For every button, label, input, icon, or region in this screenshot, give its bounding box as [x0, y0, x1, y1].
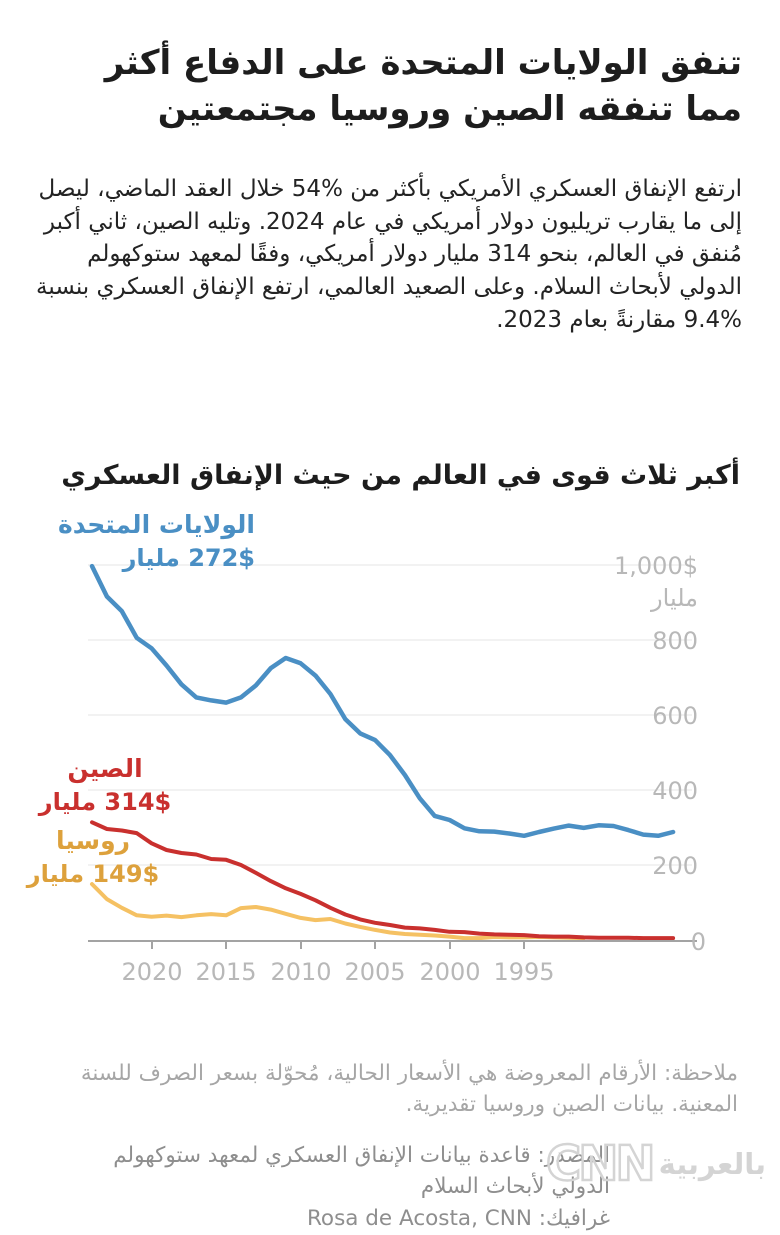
y-tick-200: 200 — [652, 852, 698, 880]
x-tick-2010: 2010 — [270, 958, 332, 986]
series-label-russia-value: 149$ مليار — [26, 859, 160, 888]
y-tick-1000: 1,000$ — [614, 552, 698, 580]
series-label-russia-name: روسيا — [55, 826, 131, 855]
cnn-arabic-logo — [546, 1136, 766, 1192]
series-line-china — [92, 822, 673, 938]
x-tick-2005: 2005 — [344, 958, 406, 986]
series-label-us — [58, 508, 255, 574]
series-label-us-value: 272$ مليار — [122, 543, 255, 572]
cnn-logo-text: CNN — [546, 1136, 653, 1192]
gridlines — [88, 565, 692, 865]
cnn-logo-arabic-text: بالعربية — [658, 1146, 766, 1181]
article-title: تنفق الولايات المتحدة على الدفاع أكثر مما تنفقه الصين وروسيا مجتمعتين — [104, 42, 742, 129]
y-tick-400: 400 — [652, 777, 698, 805]
x-tick-2015: 2015 — [195, 958, 257, 986]
y-axis-labels — [614, 552, 706, 956]
y-tick-800: 800 — [652, 627, 698, 655]
source-block — [65, 1141, 610, 1235]
credit-line: غرافيك: Rosa de Acosta, CNN — [306, 1206, 610, 1232]
source-line: المصدر: قاعدة بيانات الإنفاق العسكري لمعهد ستوكهولم الدولي لأبحاث السلام — [113, 1143, 610, 1199]
series-label-russia — [10, 824, 176, 890]
series-label-us-name: الولايات المتحدة — [58, 510, 255, 539]
series-label-china-value: 314$ مليار — [38, 787, 172, 816]
y-tick-600: 600 — [652, 702, 698, 730]
x-axis-labels — [121, 958, 554, 986]
y-axis-unit: مليار — [651, 584, 698, 612]
series-label-china — [20, 752, 190, 818]
article-paragraph: ارتفع الإنفاق العسكري الأمريكي بأكثر من %54 خلال العقد الماضي، ليصل إلى ما يقارب تريليون دولار أمريكي في عام 2024. وتليه الصين، ثاني أكبر مُنفق في العالم، بنحو 314 مليار دولار أمريكي، وفقًا لمعهد ستوكهولم الدولي لأبحاث السلام. وعلى الصعيد العالمي، ارتفع الإنفاق العسكري بنسبة %9.4 مقارنةً بعام 2023. — [36, 176, 742, 333]
x-axis — [88, 941, 697, 949]
series-label-china-name: الصين — [67, 754, 143, 783]
x-tick-1995: 1995 — [493, 958, 555, 986]
chart-heading: أكبر ثلاث قوى في العالم من حيث الإنفاق العسكري — [61, 460, 740, 492]
y-tick-0: 0 — [690, 928, 706, 956]
x-tick-2000: 2000 — [419, 958, 481, 986]
chart-footnote: ملاحظة: الأرقام المعروضة هي الأسعار الحالية، مُحوّلة بسعر الصرف للسنة المعنية. بيانات الصين وروسيا تقديرية. — [80, 1060, 738, 1117]
line-chart — [0, 500, 780, 1005]
x-tick-2020: 2020 — [121, 958, 183, 986]
